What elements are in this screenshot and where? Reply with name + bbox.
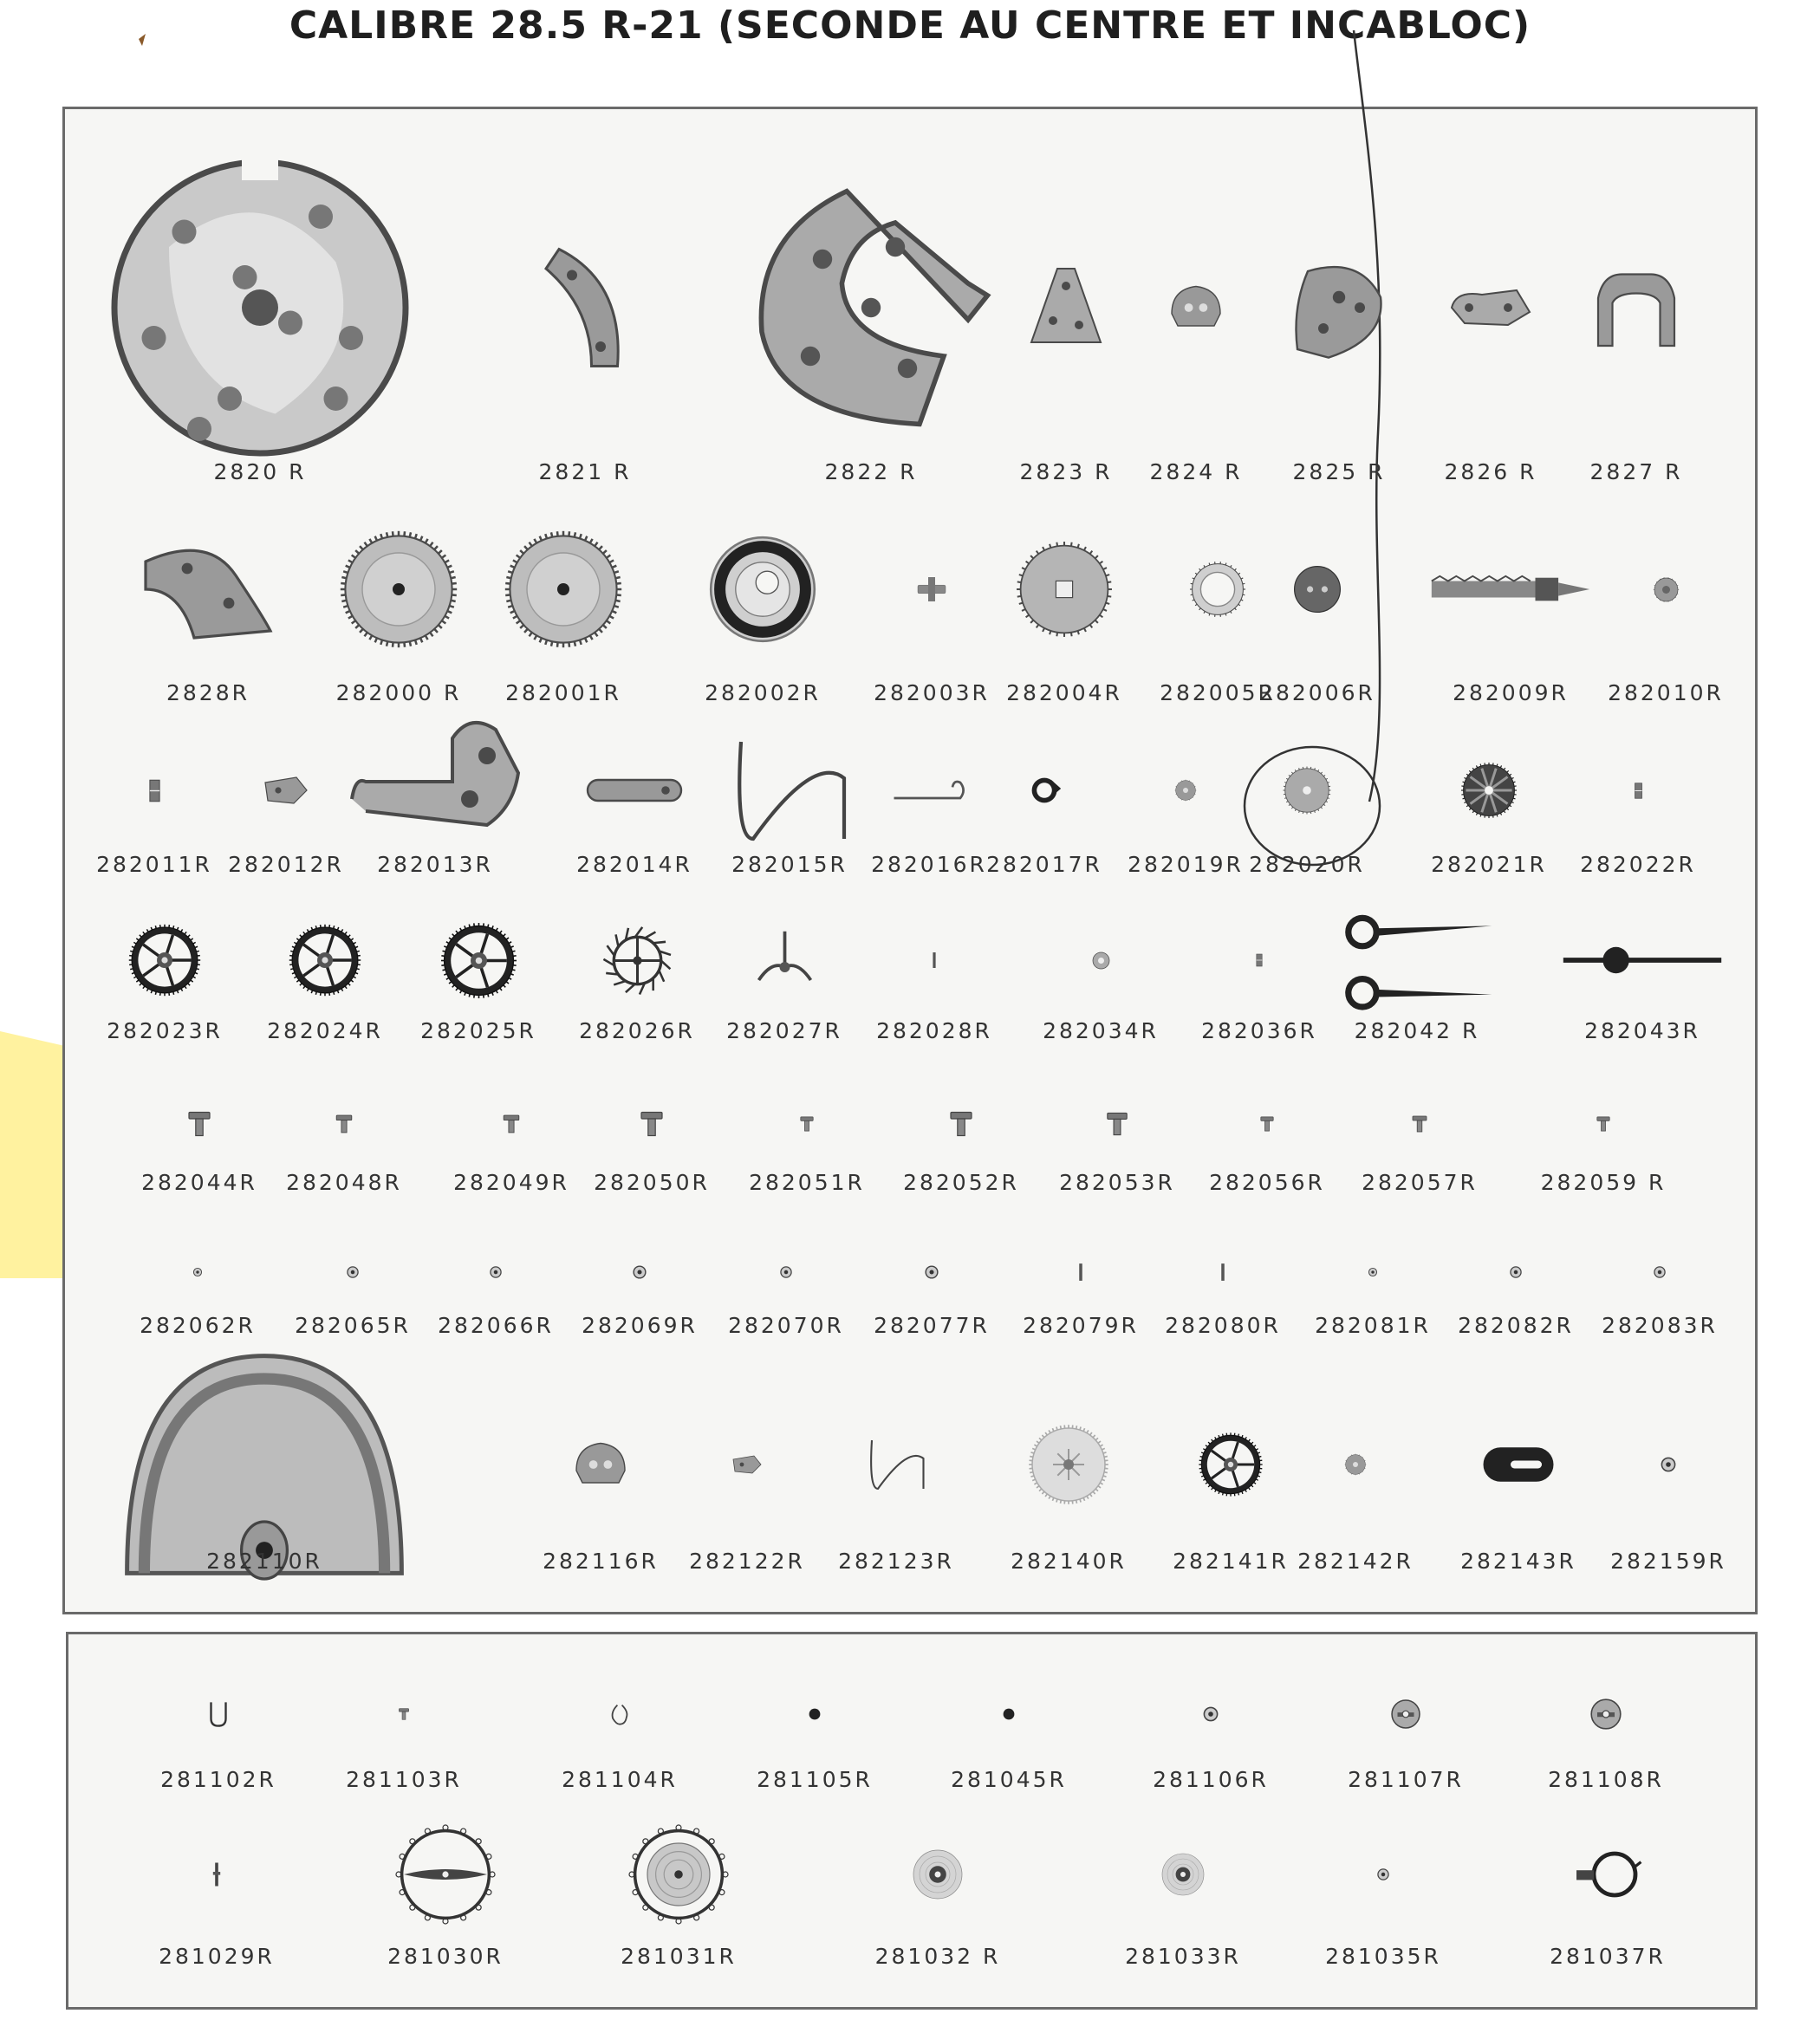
part-chaton-icon — [1589, 1697, 1623, 1731]
part-number-label: 282051R — [749, 1170, 865, 1195]
part-stem-icon — [1428, 507, 1593, 672]
part-number-label: 282069R — [582, 1313, 698, 1338]
part-mainplate-icon — [108, 156, 412, 459]
part-bridge-arc-small-icon — [139, 520, 277, 659]
part-ratchet-icon — [1012, 537, 1116, 641]
part-number-label: 282014R — [576, 852, 692, 877]
part-number-label: 282001R — [505, 680, 621, 705]
part-jewel-icon — [1509, 1265, 1523, 1279]
part-number-label: 282022R — [1580, 852, 1696, 877]
part-number-label: 281037R — [1550, 1944, 1666, 1969]
part-number-label: 282000 R — [335, 680, 462, 705]
part-number-label: 282077R — [874, 1313, 990, 1338]
part-screw-icon — [502, 1114, 521, 1133]
part-number-label: 282010R — [1608, 680, 1724, 705]
part-number-label: 282028R — [876, 1018, 992, 1043]
part-number-label: 282079R — [1023, 1313, 1139, 1338]
part-number-label: 282053R — [1059, 1170, 1175, 1195]
part-number-label: 282048R — [286, 1170, 402, 1195]
part-number-label: 281030R — [387, 1944, 504, 1969]
part-number-label: 281102R — [160, 1767, 276, 1792]
part-number-label: 282142R — [1297, 1549, 1414, 1574]
part-bar-icon — [582, 738, 686, 842]
part-barrel-icon — [503, 529, 624, 650]
part-number-label: 282042 R — [1354, 1018, 1480, 1043]
part-barrel-icon — [338, 529, 459, 650]
part-number-label: 282143R — [1460, 1549, 1576, 1574]
part-hairspring-icon — [1157, 1848, 1209, 1900]
part-pin-icon — [1213, 1263, 1232, 1282]
part-number-label: 282059 R — [1540, 1170, 1667, 1195]
part-number-label: 282003R — [874, 680, 990, 705]
part-oval-plate-icon — [1479, 1426, 1557, 1504]
part-pin-icon — [926, 952, 943, 969]
part-tiny-pin-icon — [1251, 952, 1268, 969]
part-wheel-dark-icon — [1459, 760, 1519, 821]
part-small-gear-icon — [1342, 1452, 1368, 1478]
part-click-icon — [260, 764, 312, 816]
part-jewel-icon — [1653, 1265, 1667, 1279]
part-balance-staff-icon — [204, 1861, 230, 1887]
part-number-label: 2826 R — [1444, 459, 1537, 484]
part-number-label: 282002R — [705, 680, 821, 705]
part-number-label: 282159R — [1610, 1549, 1726, 1574]
part-number-label: 282082R — [1458, 1313, 1574, 1338]
part-number-label: 282016R — [871, 852, 987, 877]
part-small-gear-icon — [1173, 777, 1199, 803]
part-bridge-arc-icon — [520, 243, 650, 373]
part-number-label: 281105R — [757, 1767, 873, 1792]
part-number-label: 282070R — [728, 1313, 844, 1338]
part-number-label: 282005R — [1160, 680, 1276, 705]
part-number-label: 282110R — [206, 1549, 322, 1574]
part-screw-icon — [639, 1111, 665, 1137]
part-crown-wheel-icon — [1187, 559, 1248, 620]
part-number-label: 281108R — [1548, 1767, 1664, 1792]
part-number-label: 281045R — [951, 1767, 1067, 1792]
part-number-label: 2823 R — [1019, 459, 1113, 484]
part-number-label: 281103R — [346, 1767, 462, 1792]
part-jewel-icon — [1202, 1705, 1219, 1723]
part-jewel-icon — [192, 1267, 203, 1277]
part-number-label: 282034R — [1043, 1018, 1159, 1043]
part-screw-icon — [1105, 1112, 1129, 1136]
part-number-label: 282027R — [726, 1018, 842, 1043]
part-screw-icon — [1411, 1115, 1428, 1133]
part-small-plate-icon — [1166, 277, 1226, 338]
part-lever-long-icon — [348, 704, 522, 877]
part-regulator-icon — [1573, 1840, 1642, 1909]
part-number-label: 281029R — [159, 1944, 275, 1969]
part-balance-icon — [393, 1822, 497, 1926]
part-number-label: 2824 R — [1149, 459, 1243, 484]
part-number-label: 282057R — [1362, 1170, 1478, 1195]
part-dot-icon — [1002, 1707, 1016, 1721]
part-number-label: 282056R — [1209, 1170, 1325, 1195]
part-number-label: 2825 R — [1292, 459, 1386, 484]
part-number-label: 282083R — [1602, 1313, 1718, 1338]
part-number-label: 281032 R — [874, 1944, 1001, 1969]
part-number-label: 282013R — [377, 852, 493, 877]
part-spoke-wheel-icon — [286, 921, 364, 999]
part-number-label: 282024R — [267, 1018, 383, 1043]
part-roller-icon — [1090, 950, 1112, 971]
part-number-label: 281107R — [1348, 1767, 1464, 1792]
part-dot-icon — [808, 1707, 822, 1721]
part-balance-complete-icon — [627, 1822, 731, 1926]
part-spring-v-icon — [729, 730, 850, 851]
part-number-label: 282025R — [420, 1018, 536, 1043]
part-spoke-wheel-icon — [126, 921, 204, 999]
part-number-label: 282123R — [838, 1549, 954, 1574]
part-click-icon — [730, 1447, 764, 1482]
part-number-label: 282019R — [1128, 852, 1244, 877]
part-triangle-bridge-icon — [1023, 264, 1109, 351]
part-number-label: 282036R — [1201, 1018, 1317, 1043]
part-screw-icon — [398, 1708, 410, 1720]
part-jewel-icon — [632, 1264, 647, 1280]
part-number-label: 282122R — [689, 1549, 805, 1574]
part-number-label: 281035R — [1325, 1944, 1441, 1969]
part-number-label: 2821 R — [538, 459, 632, 484]
part-arbor-icon — [914, 572, 949, 607]
part-number-label: 282116R — [543, 1549, 659, 1574]
part-number-label: 2828R — [166, 680, 250, 705]
part-lever-flat-icon — [1447, 264, 1534, 351]
part-number-label: 282140R — [1011, 1549, 1127, 1574]
part-mainspring-icon — [706, 533, 819, 646]
part-yoke-icon — [1589, 260, 1684, 355]
part-spoke-wheel-icon — [1196, 1430, 1265, 1499]
part-number-label: 281106R — [1153, 1767, 1269, 1792]
part-screw-icon — [335, 1114, 354, 1133]
part-jewel-icon — [924, 1264, 939, 1280]
part-spring-hook-icon — [890, 751, 968, 829]
part-u-clip-icon — [204, 1699, 233, 1729]
part-number-label: 282065R — [295, 1313, 411, 1338]
part-bridge-large-icon — [750, 186, 992, 429]
part-number-label: 281031R — [621, 1944, 737, 1969]
part-jewel-icon — [346, 1265, 360, 1279]
part-jewel-icon — [489, 1265, 503, 1279]
part-small-plate-icon — [570, 1434, 631, 1495]
part-number-label: 282004R — [1006, 680, 1122, 705]
part-tiny-pin-icon — [140, 776, 170, 806]
part-number-label: 282044R — [141, 1170, 257, 1195]
part-number-label: 282066R — [438, 1313, 554, 1338]
part-screw-icon — [1596, 1116, 1611, 1132]
part-spring-v-icon — [866, 1434, 926, 1495]
part-jewel-icon — [1368, 1267, 1378, 1277]
part-number-label: 282021R — [1431, 852, 1547, 877]
part-cam-icon — [1027, 773, 1062, 808]
part-spring-ring-icon — [608, 1703, 631, 1725]
part-screw-icon — [799, 1116, 815, 1132]
part-number-label: 2822 R — [824, 459, 918, 484]
part-number-label: 282023R — [107, 1018, 223, 1043]
part-number-label: 282011R — [96, 852, 212, 877]
part-number-label: 281104R — [562, 1767, 678, 1792]
part-gear-icon — [1281, 764, 1333, 816]
part-number-label: 282009R — [1453, 680, 1569, 705]
part-number-label: 282020R — [1249, 852, 1365, 877]
part-screw-icon — [948, 1111, 974, 1137]
part-number-label: 282081R — [1315, 1313, 1431, 1338]
part-jewel-icon — [1660, 1456, 1677, 1473]
part-number-label: 282017R — [986, 852, 1102, 877]
part-pallet-fork-icon — [752, 928, 817, 993]
part-number-label: 282141R — [1173, 1549, 1289, 1574]
part-hairspring-icon — [907, 1844, 968, 1905]
part-gear-light-icon — [1025, 1421, 1112, 1508]
page-title: CALIBRE 28.5 R-21 (SECONDE AU CENTRE ET INCABLOC) — [289, 3, 1531, 48]
part-disc-icon — [1291, 563, 1343, 615]
part-screw-icon — [1259, 1116, 1275, 1132]
part-bridge-d-icon — [1287, 256, 1391, 360]
part-number-label: 2827 R — [1589, 459, 1683, 484]
part-number-label: 282062R — [140, 1313, 256, 1338]
part-number-label: 282012R — [228, 852, 344, 877]
part-screw-icon — [186, 1111, 212, 1137]
part-number-label: 282006R — [1259, 680, 1375, 705]
part-number-label: 282050R — [594, 1170, 710, 1195]
part-tiny-pin-icon — [1628, 780, 1649, 802]
part-chaton-icon — [1389, 1698, 1422, 1731]
part-number-label: 281033R — [1125, 1944, 1241, 1969]
part-number-label: 282026R — [579, 1018, 695, 1043]
part-number-label: 2820 R — [213, 459, 307, 484]
part-pin-icon — [1071, 1263, 1090, 1282]
part-hands-pair-icon — [1339, 882, 1495, 1038]
part-spoke-wheel-icon — [438, 919, 520, 1002]
part-jewel-icon — [1376, 1867, 1390, 1881]
part-jewel-icon — [779, 1265, 793, 1279]
part-number-label: 282015R — [731, 852, 848, 877]
part-number-label: 282043R — [1584, 1018, 1700, 1043]
part-number-label: 282052R — [903, 1170, 1019, 1195]
part-pinion-icon — [1647, 570, 1686, 609]
part-number-label: 282080R — [1165, 1313, 1281, 1338]
part-number-label: 282049R — [453, 1170, 569, 1195]
part-escape-wheel-icon — [601, 924, 674, 997]
